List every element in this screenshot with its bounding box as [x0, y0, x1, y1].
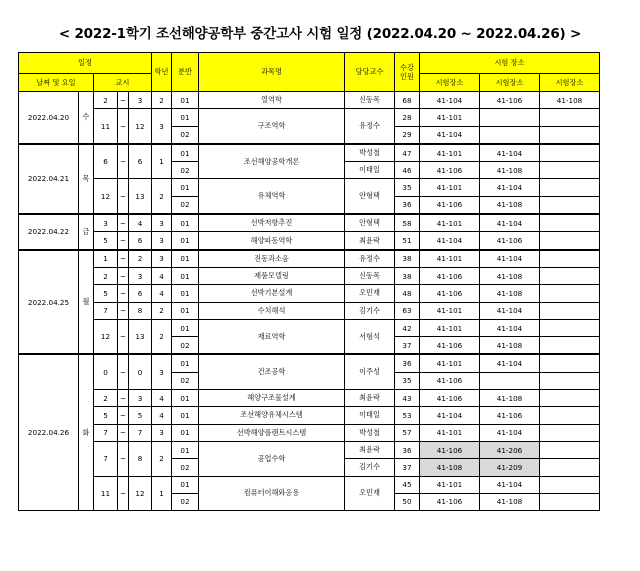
exam-room-1: 41-106: [420, 162, 480, 179]
exam-room-2: 41-106: [480, 232, 540, 250]
section-cell: 01: [172, 476, 199, 493]
table-row: [19, 354, 600, 372]
exam-room-1: 41-101: [420, 214, 480, 232]
exam-day: 목: [79, 144, 94, 214]
exam-room-3: [540, 493, 600, 510]
period-end: 8: [129, 302, 152, 319]
exam-room-2: 41-104: [480, 250, 540, 268]
period-tilde: ~: [118, 267, 129, 284]
table-row: [19, 424, 600, 441]
header-date-day: 날짜 및 요일: [19, 74, 94, 92]
period-end: 8: [129, 441, 152, 476]
exam-room-2: 41-104: [480, 354, 540, 372]
exam-room-1: 41-101: [420, 302, 480, 319]
exam-room-1: 41-101: [420, 354, 480, 372]
course-name: 수치해석: [199, 302, 345, 319]
course-name: 조선해양유체시스템: [199, 407, 345, 424]
period-tilde: ~: [118, 302, 129, 319]
table-row: [19, 250, 600, 268]
header-room-2: 시험장소: [480, 74, 540, 92]
header-professor: 담당교수: [345, 53, 395, 92]
exam-room-3: [540, 354, 600, 372]
exam-room-3: [540, 250, 600, 268]
period-start: 5: [94, 407, 118, 424]
period-end: 7: [129, 424, 152, 441]
grade-cell: 4: [152, 407, 172, 424]
period-tilde: ~: [118, 285, 129, 302]
enrollment-cell: 46: [395, 162, 420, 179]
exam-date: 2022.04.21: [19, 144, 79, 214]
course-name: 선박저항추진: [199, 214, 345, 232]
professor-cell: 이주성: [345, 354, 395, 389]
schedule-body: [19, 92, 600, 511]
section-cell: 01: [172, 285, 199, 302]
course-name: 제품모델링: [199, 267, 345, 284]
section-cell: 01: [172, 179, 199, 196]
period-end: 6: [129, 285, 152, 302]
exam-room-3: 41-108: [540, 92, 600, 109]
section-cell: 01: [172, 441, 199, 458]
enrollment-cell: 38: [395, 267, 420, 284]
professor-cell: 신동목: [345, 267, 395, 284]
exam-room-2: 41-209: [480, 459, 540, 476]
period-tilde: ~: [118, 109, 129, 144]
exam-date: 2022.04.25: [19, 250, 79, 355]
grade-cell: 1: [152, 144, 172, 179]
exam-day: 화: [79, 354, 94, 510]
professor-cell: 신동목: [345, 92, 395, 109]
exam-room-2: 41-106: [480, 92, 540, 109]
exam-room-1: 41-106: [420, 441, 480, 458]
period-end: 6: [129, 144, 152, 179]
exam-room-1: 41-101: [420, 109, 480, 126]
exam-room-1: 41-106: [420, 285, 480, 302]
period-tilde: ~: [118, 390, 129, 407]
exam-room-1: 41-101: [420, 179, 480, 196]
grade-cell: 4: [152, 267, 172, 284]
section-cell: 01: [172, 319, 199, 336]
section-cell: 01: [172, 302, 199, 319]
table-row: [19, 109, 600, 126]
exam-room-3: [540, 476, 600, 493]
exam-room-1: 41-106: [420, 267, 480, 284]
enrollment-cell: 43: [395, 390, 420, 407]
exam-room-3: [540, 424, 600, 441]
period-tilde: ~: [118, 319, 129, 354]
section-cell: 01: [172, 232, 199, 250]
grade-cell: 3: [152, 354, 172, 389]
grade-cell: 4: [152, 285, 172, 302]
header-enrollment: 수강 인원: [395, 53, 420, 92]
period-end: 3: [129, 390, 152, 407]
exam-room-2: 41-104: [480, 144, 540, 162]
exam-room-2: 41-104: [480, 214, 540, 232]
period-end: 13: [129, 179, 152, 214]
section-cell: 01: [172, 424, 199, 441]
professor-cell: 이태일: [345, 407, 395, 424]
period-start: 7: [94, 424, 118, 441]
period-end: 6: [129, 232, 152, 250]
course-name: 선박해양플랜트시스템: [199, 424, 345, 441]
enrollment-cell: 42: [395, 319, 420, 336]
grade-cell: 2: [152, 179, 172, 214]
table-row: [19, 144, 600, 162]
header-schedule: 일정: [19, 53, 152, 74]
table-row: [19, 285, 600, 302]
exam-room-3: [540, 126, 600, 144]
period-start: 11: [94, 476, 118, 511]
period-tilde: ~: [118, 144, 129, 179]
enrollment-cell: 35: [395, 179, 420, 196]
exam-room-2: [480, 126, 540, 144]
exam-room-2: 41-104: [480, 302, 540, 319]
grade-cell: 2: [152, 441, 172, 476]
exam-room-3: [540, 267, 600, 284]
enrollment-cell: 45: [395, 476, 420, 493]
period-start: 11: [94, 109, 118, 144]
grade-cell: 2: [152, 302, 172, 319]
exam-room-1: 41-101: [420, 319, 480, 336]
table-row: [19, 319, 600, 336]
exam-room-3: [540, 196, 600, 214]
exam-date: 2022.04.20: [19, 92, 79, 144]
professor-cell: 오민재: [345, 476, 395, 511]
exam-room-2: 41-106: [480, 407, 540, 424]
period-tilde: ~: [118, 476, 129, 511]
enrollment-cell: 28: [395, 109, 420, 126]
period-start: 7: [94, 441, 118, 476]
period-start: 7: [94, 302, 118, 319]
exam-day: 금: [79, 214, 94, 250]
enrollment-cell: 37: [395, 337, 420, 355]
table-row: [19, 232, 600, 250]
table-row: [19, 214, 600, 232]
section-cell: 01: [172, 109, 199, 126]
exam-room-1: 41-106: [420, 493, 480, 510]
period-end: 12: [129, 476, 152, 511]
exam-day: 수: [79, 92, 94, 144]
enrollment-cell: 68: [395, 92, 420, 109]
period-start: 12: [94, 179, 118, 214]
grade-cell: 3: [152, 250, 172, 268]
section-cell: 02: [172, 337, 199, 355]
header-grade: 학년: [152, 53, 172, 92]
course-name: 해양구조물설계: [199, 390, 345, 407]
period-tilde: ~: [118, 214, 129, 232]
enrollment-cell: 50: [395, 493, 420, 510]
period-tilde: ~: [118, 232, 129, 250]
exam-room-3: [540, 144, 600, 162]
course-name: 공업수학: [199, 441, 345, 476]
section-cell: 01: [172, 250, 199, 268]
enrollment-cell: 29: [395, 126, 420, 144]
professor-cell: 최윤락: [345, 441, 395, 458]
exam-room-3: [540, 109, 600, 126]
period-end: 12: [129, 109, 152, 144]
enrollment-cell: 58: [395, 214, 420, 232]
period-tilde: ~: [118, 92, 129, 109]
period-tilde: ~: [118, 179, 129, 214]
table-row: [19, 390, 600, 407]
professor-cell: 최윤락: [345, 232, 395, 250]
professor-cell: 오민재: [345, 285, 395, 302]
professor-cell: 최윤락: [345, 390, 395, 407]
grade-cell: 1: [152, 476, 172, 511]
exam-room-1: 41-106: [420, 196, 480, 214]
exam-room-3: [540, 441, 600, 458]
professor-cell: 김기수: [345, 459, 395, 476]
section-cell: 02: [172, 126, 199, 144]
period-start: 6: [94, 144, 118, 179]
exam-room-2: 41-104: [480, 476, 540, 493]
exam-date: 2022.04.26: [19, 354, 79, 510]
exam-room-2: 41-108: [480, 493, 540, 510]
professor-cell: 김기수: [345, 302, 395, 319]
period-start: 0: [94, 354, 118, 389]
professor-cell: 유정수: [345, 109, 395, 144]
exam-room-2: 41-108: [480, 390, 540, 407]
exam-room-3: [540, 179, 600, 196]
exam-room-1: 41-104: [420, 407, 480, 424]
exam-room-3: [540, 302, 600, 319]
period-end: 0: [129, 354, 152, 389]
section-cell: 02: [172, 493, 199, 510]
table-row: [19, 441, 600, 458]
section-cell: 01: [172, 214, 199, 232]
header-room-3: 시험장소: [540, 74, 600, 92]
exam-room-3: [540, 372, 600, 389]
section-cell: 01: [172, 267, 199, 284]
professor-cell: 박성철: [345, 144, 395, 162]
exam-room-2: 41-108: [480, 162, 540, 179]
grade-cell: 4: [152, 390, 172, 407]
exam-room-3: [540, 407, 600, 424]
table-row: [19, 267, 600, 284]
exam-date: 2022.04.22: [19, 214, 79, 250]
exam-room-1: 41-101: [420, 250, 480, 268]
enrollment-cell: 47: [395, 144, 420, 162]
professor-cell: 서형석: [345, 319, 395, 354]
section-cell: 02: [172, 459, 199, 476]
enrollment-cell: 48: [395, 285, 420, 302]
exam-room-2: 41-104: [480, 424, 540, 441]
section-cell: 02: [172, 372, 199, 389]
exam-room-2: [480, 372, 540, 389]
section-cell: 02: [172, 196, 199, 214]
professor-cell: 안형택: [345, 214, 395, 232]
exam-room-3: [540, 337, 600, 355]
professor-cell: 유정수: [345, 250, 395, 268]
table-row: [19, 302, 600, 319]
exam-day: 월: [79, 250, 94, 355]
period-end: 5: [129, 407, 152, 424]
exam-room-1: 41-101: [420, 144, 480, 162]
period-tilde: ~: [118, 441, 129, 476]
professor-cell: 박성철: [345, 424, 395, 441]
header-period: 교시: [94, 74, 152, 92]
exam-room-2: 41-206: [480, 441, 540, 458]
period-start: 2: [94, 267, 118, 284]
header-exam-rooms: 시험 장소: [420, 53, 600, 74]
enrollment-cell: 51: [395, 232, 420, 250]
period-tilde: ~: [118, 407, 129, 424]
period-start: 12: [94, 319, 118, 354]
section-cell: 01: [172, 354, 199, 372]
enrollment-cell: 35: [395, 372, 420, 389]
period-tilde: ~: [118, 250, 129, 268]
course-name: 선박기본설계: [199, 285, 345, 302]
enrollment-cell: 53: [395, 407, 420, 424]
grade-cell: 2: [152, 319, 172, 354]
exam-room-1: 41-104: [420, 126, 480, 144]
period-start: 1: [94, 250, 118, 268]
exam-room-2: 41-108: [480, 337, 540, 355]
grade-cell: 3: [152, 214, 172, 232]
exam-room-2: 41-104: [480, 179, 540, 196]
period-end: 3: [129, 267, 152, 284]
section-cell: 01: [172, 92, 199, 109]
exam-room-1: 41-108: [420, 459, 480, 476]
section-cell: 02: [172, 162, 199, 179]
period-tilde: ~: [118, 424, 129, 441]
enrollment-cell: 57: [395, 424, 420, 441]
period-end: 4: [129, 214, 152, 232]
course-name: 건조공학: [199, 354, 345, 389]
section-cell: 01: [172, 144, 199, 162]
header-course: 과목명: [199, 53, 345, 92]
page-title: < 2022-1학기 조선해양공학부 중간고사 시험 일정 (2022.04.20 ~ 2022.04.26) >: [58, 26, 582, 42]
header-section: 분반: [172, 53, 199, 92]
section-cell: 01: [172, 390, 199, 407]
grade-cell: 2: [152, 92, 172, 109]
exam-room-3: [540, 232, 600, 250]
period-start: 5: [94, 285, 118, 302]
period-end: 3: [129, 92, 152, 109]
exam-room-3: [540, 459, 600, 476]
period-end: 13: [129, 319, 152, 354]
section-cell: 01: [172, 407, 199, 424]
exam-schedule-table: [18, 52, 600, 511]
exam-room-1: 41-101: [420, 424, 480, 441]
course-name: 진동과소음: [199, 250, 345, 268]
exam-room-1: 41-106: [420, 390, 480, 407]
enrollment-cell: 63: [395, 302, 420, 319]
course-name: 조선해양공학개론: [199, 144, 345, 179]
exam-room-1: 41-106: [420, 372, 480, 389]
grade-cell: 3: [152, 232, 172, 250]
table-row: [19, 476, 600, 493]
exam-room-3: [540, 162, 600, 179]
exam-room-2: 41-108: [480, 267, 540, 284]
exam-room-1: 41-101: [420, 476, 480, 493]
enrollment-cell: 37: [395, 459, 420, 476]
period-start: 2: [94, 92, 118, 109]
grade-cell: 3: [152, 424, 172, 441]
exam-room-3: [540, 214, 600, 232]
period-start: 3: [94, 214, 118, 232]
exam-room-1: 41-106: [420, 337, 480, 355]
exam-room-1: 41-104: [420, 232, 480, 250]
period-end: 2: [129, 250, 152, 268]
exam-room-2: 41-108: [480, 285, 540, 302]
period-start: 5: [94, 232, 118, 250]
exam-room-3: [540, 285, 600, 302]
exam-room-2: [480, 109, 540, 126]
table-row: [19, 179, 600, 196]
course-name: 유체역학: [199, 179, 345, 214]
course-name: 해양파동역학: [199, 232, 345, 250]
enrollment-cell: 36: [395, 354, 420, 372]
professor-cell: 이태일: [345, 162, 395, 179]
exam-room-3: [540, 319, 600, 336]
enrollment-cell: 36: [395, 441, 420, 458]
professor-cell: 안형택: [345, 179, 395, 214]
enrollment-cell: 38: [395, 250, 420, 268]
period-tilde: ~: [118, 354, 129, 389]
exam-room-3: [540, 390, 600, 407]
course-name: 재료역학: [199, 319, 345, 354]
period-start: 2: [94, 390, 118, 407]
grade-cell: 3: [152, 109, 172, 144]
table-row: [19, 407, 600, 424]
enrollment-cell: 36: [395, 196, 420, 214]
exam-room-2: 41-108: [480, 196, 540, 214]
course-name: 컴퓨터이해와응용: [199, 476, 345, 511]
exam-room-1: 41-104: [420, 92, 480, 109]
table-row: [19, 92, 600, 109]
course-name: 구조역학: [199, 109, 345, 144]
course-name: 열역학: [199, 92, 345, 109]
header-room-1: 시험장소: [420, 74, 480, 92]
exam-room-2: 41-104: [480, 319, 540, 336]
